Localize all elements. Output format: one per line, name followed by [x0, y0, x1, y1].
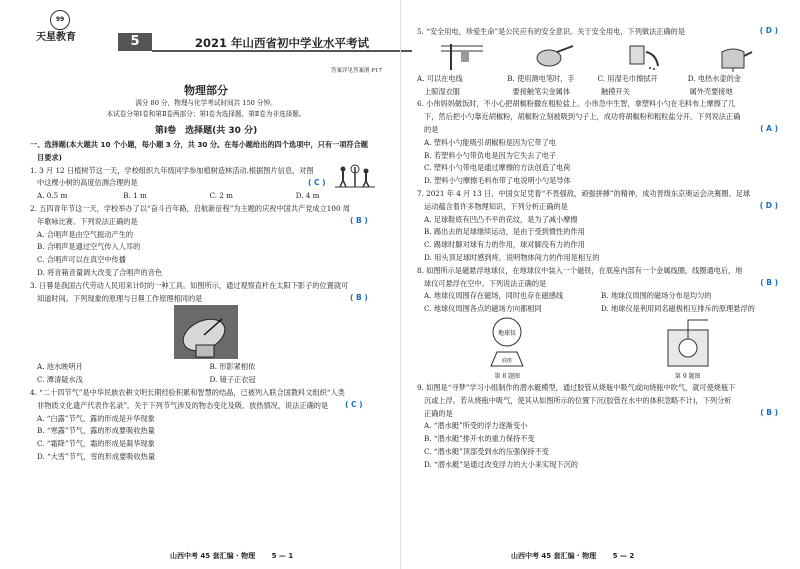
- answer-mark: ( B ): [350, 215, 368, 225]
- test-pen-icon: [529, 42, 575, 72]
- exam-note-1: 满分 80 分，物理与化学考试时间共 150 分钟。: [135, 99, 277, 107]
- question-text: 下，然后把小勺靠近胡椒粉，胡椒粉立刻被吸到勺子上，成功将胡椒粉和粗粒盐分开。下列说法正确: [424, 112, 741, 122]
- question-7: [417, 188, 778, 265]
- question-text: 球仪可悬浮在空中。下列说法正确的是: [424, 278, 547, 288]
- globe-label: 地球仪: [498, 329, 517, 337]
- option-d: D. 电热水壶的金: [687, 73, 741, 83]
- option-b: B. 地球仪周围的磁场分布是均匀的: [601, 291, 712, 301]
- option-c: C. “潜水艇”顶部受到水的压强保持不变: [424, 446, 549, 456]
- option-a: A. 地球仪周围存在磁场，同时也存在磁感线: [424, 291, 564, 301]
- options: [417, 290, 778, 303]
- option-c: C. 潭清疑水浅: [37, 375, 83, 385]
- options-cont: [417, 86, 778, 99]
- option-a: A. 池水映明月: [37, 362, 83, 372]
- answer-mark: ( A ): [760, 124, 778, 134]
- question-text: 非物质文化遗产代表作名录”。关于下列节气涉及的物态变化及吸、放热情况，说法正确的是: [37, 400, 329, 410]
- option-c: C. 地球仪周围各点的磁场方向都相同: [424, 304, 542, 314]
- publisher-logo: [36, 10, 88, 44]
- question-text: 年歌咏比赛。下列说法正确的是: [37, 216, 138, 226]
- option-d: D. “大雪”节气，雪的形成要吸收热量: [37, 451, 156, 461]
- figure-9-caption: 第 9 题图: [674, 372, 701, 380]
- question-text: 运动蕴含着许多物理知识，下列分析正确的是: [424, 201, 568, 211]
- exam-note-2: 本试卷分第Ⅰ卷和第Ⅱ卷两部分；第Ⅰ卷为选择题，第Ⅱ卷为非选择题。: [106, 110, 306, 118]
- option-b-cont: 要接触笔尖金属体: [512, 86, 571, 96]
- volume-title: 第Ⅰ卷 选择题(共 30 分): [154, 126, 258, 136]
- question-text: 9. 如图是“寻梦”学习小组制作的潜水艇模型，通过胶管从烧瓶中吸气或向烧瓶中吹气，就可使烧瓶下: [417, 382, 736, 392]
- option-d: D. 塑料小勺摩擦毛料布带了电说明小勺是导体: [424, 176, 571, 186]
- wet-towel-switch-icon: [620, 42, 666, 72]
- globe-figure: [477, 316, 537, 368]
- question-9: [417, 382, 778, 472]
- question-text: 2. 五四青年节这一天，学校举办了以“奋斗百年路，启航新征程”为主题的庆祝中国共产党成立100 周: [30, 203, 350, 213]
- question-text: 4. “二十四节气”是中华民族农耕文明长期经验积累和智慧的结晶，已被列入联合国教科文组织“人类: [30, 387, 345, 397]
- option-b: B. 形影紧相依: [209, 362, 256, 372]
- question-text: 1. 3 月 12 日植树节这一天，学校组织九年级同学参加植树造林活动.根据图片信息，对图: [30, 165, 314, 175]
- option-b: B. “潜水艇”排开水的重力保持不变: [424, 434, 535, 444]
- option-c-cont: 触摸开关: [601, 86, 630, 96]
- figure-9: [628, 316, 748, 382]
- option-a: A. 0.5 m: [37, 191, 68, 201]
- submarine-model-figure: [658, 316, 718, 368]
- answer-mark: ( D ): [759, 200, 778, 210]
- option-d: D. 镜子正衣冠: [209, 375, 256, 385]
- kettle-icon: [710, 42, 756, 72]
- answer-mark: ( C ): [345, 399, 363, 409]
- paper-number: 5: [118, 33, 152, 51]
- question-text: 8. 如图所示是磁悬浮地球仪，在地球仪中装入一个磁铁，在底座内部有一个金属线圈，线圈通电后，地: [417, 265, 743, 275]
- question-text: 5. “安全用电，珍爱生命”是公民应有的安全意识。关于安全用电，下列做法正确的是: [417, 27, 686, 36]
- option-a: A. “白露”节气，露的形成是升华现象: [37, 413, 155, 423]
- answer-reference: 答案详见答案册 P17: [331, 68, 382, 74]
- question-5: [417, 26, 778, 98]
- option-d: D. 将音箱音量调大改变了合唱声的音色: [37, 267, 163, 277]
- question-2: [30, 203, 382, 280]
- option-c: C. 合唱声可以在真空中传播: [37, 255, 126, 265]
- right-page: [400, 0, 800, 569]
- option-c: C. 2 m: [209, 191, 233, 201]
- answer-mark: ( B ): [760, 277, 778, 287]
- option-c: C. 踢球时脚对球有力的作用，球对脚没有力的作用: [424, 240, 585, 250]
- exam-title: 2021 年山西省初中学业水平考试: [152, 35, 412, 52]
- option-d: D. “潜水艇”是通过改变浮力的大小来实现下沉的: [424, 459, 578, 469]
- question-3: [30, 280, 382, 387]
- question-text: 正确的是: [424, 408, 453, 418]
- answer-mark: ( D ): [759, 26, 778, 35]
- option-a: A. 可以在电线: [417, 73, 463, 83]
- option-c: C. “霜降”节气，霜的形成是凝华现象: [37, 439, 155, 449]
- option-c: C. 用湿毛巾擦拭开: [597, 73, 658, 83]
- q5-figures: [417, 42, 778, 72]
- option-a: A. “潜水艇”所受的浮力逐渐变小: [424, 421, 528, 431]
- answer-mark: ( B ): [350, 292, 368, 302]
- logo-text: 天星教育: [36, 32, 76, 43]
- option-a-cont: 上晾湿衣服: [424, 86, 460, 96]
- figure-8: [447, 316, 567, 382]
- sundial-figure-wrap: [30, 305, 382, 361]
- figures-8-9: [417, 316, 778, 382]
- option-b: B. 使用测电笔时，手: [507, 73, 575, 83]
- base-label: 底座: [502, 357, 513, 364]
- power-line-icon: [439, 42, 485, 72]
- option-b: B. 若塑料小勺带负电是因为它失去了电子: [424, 150, 557, 160]
- footer-left: [170, 551, 293, 561]
- options: [417, 73, 778, 86]
- answer-mark: ( C ): [308, 177, 326, 187]
- question-text: 的是: [424, 124, 439, 134]
- question-text: 6. 小伟妈妈做饭时，不小心把胡椒粉撒在粗粒盐上。小伟急中生智，拿塑料小勺在毛料布上摩擦了几: [417, 99, 736, 109]
- option-b: B. 踢出去的足球继续运动，是由于受到惯性的作用: [424, 227, 585, 237]
- option-a: A. 足球鞋底有凹凸不平的花纹，是为了减小摩擦: [424, 214, 578, 224]
- question-text: 中这棵小树的高度估测合理的是: [37, 178, 138, 188]
- option-a: A. 塑料小勺能吸引胡椒粉是因为它带了电: [424, 137, 556, 147]
- footer-text: 山西中考 45 套汇编 · 物理: [511, 552, 597, 560]
- option-d-cont: 属外壳要接地: [689, 86, 733, 96]
- sundial-figure: [174, 305, 238, 359]
- header: [30, 0, 382, 48]
- tree-planting-figure: [335, 163, 375, 189]
- footer-text: 山西中考 45 套汇编 · 物理: [170, 552, 256, 560]
- options: [417, 303, 778, 316]
- option-c: C. 塑料小勺带电是通过摩擦的方法创造了电荷: [424, 163, 571, 173]
- question-text: 沉或上浮。若从烧瓶中吸气，使其从如图所示的位置下沉(胶管在水中的体积忽略不计)，下列分析: [424, 395, 732, 405]
- answer-mark: ( B ): [760, 407, 778, 417]
- part-instruction-cont: 目要求): [37, 152, 62, 162]
- options: [30, 190, 382, 203]
- page-number: 5 — 2: [612, 552, 635, 560]
- footer-right: [511, 551, 634, 561]
- page-number: 5 — 1: [271, 552, 294, 560]
- figure-8-caption: 第 8 题图: [494, 372, 521, 380]
- question-1: [30, 165, 382, 203]
- question-text: 7. 2021 年 4 月 13 日，中国女足凭着“不畏强敌，顽强拼搏”的精神，成功晋级东京奥运会决赛圈。足球: [417, 188, 751, 198]
- options: [30, 374, 382, 387]
- option-b: B. “寒露”节气，露的形成要吸收热量: [37, 426, 155, 436]
- part-instruction: 一、选择题(本大题共 10 个小题，每小题 3 分，共 30 分。在每小题给出的四个选项中，只有一项符合题: [30, 140, 368, 149]
- question-8: [417, 265, 778, 382]
- option-a: A. 合唱声是由空气振动产生的: [37, 229, 134, 239]
- question-text: 3. 日晷是我国古代劳动人民用来计时的一种工具。如图所示，通过观察直杆在太阳下影子的位置就可: [30, 280, 349, 290]
- options: [30, 361, 382, 374]
- option-d: D. 4 m: [295, 191, 320, 201]
- question-6: [417, 98, 778, 188]
- option-b: B. 合唱声是通过空气传入人耳的: [37, 242, 141, 252]
- option-d: D. 地球仪是利用同名磁极相互排斥的原理悬浮的: [601, 304, 755, 314]
- option-b: B. 1 m: [123, 191, 147, 201]
- option-d: D. 用头顶足球时感到疼，说明物体间力的作用是相互的: [424, 252, 600, 262]
- logo-badge: 99: [50, 10, 70, 30]
- question-4: [30, 387, 382, 464]
- question-text: 知道时间。下列现象的原理与日晷工作原理相同的是: [37, 293, 203, 303]
- section-title: 物理部分: [184, 84, 228, 97]
